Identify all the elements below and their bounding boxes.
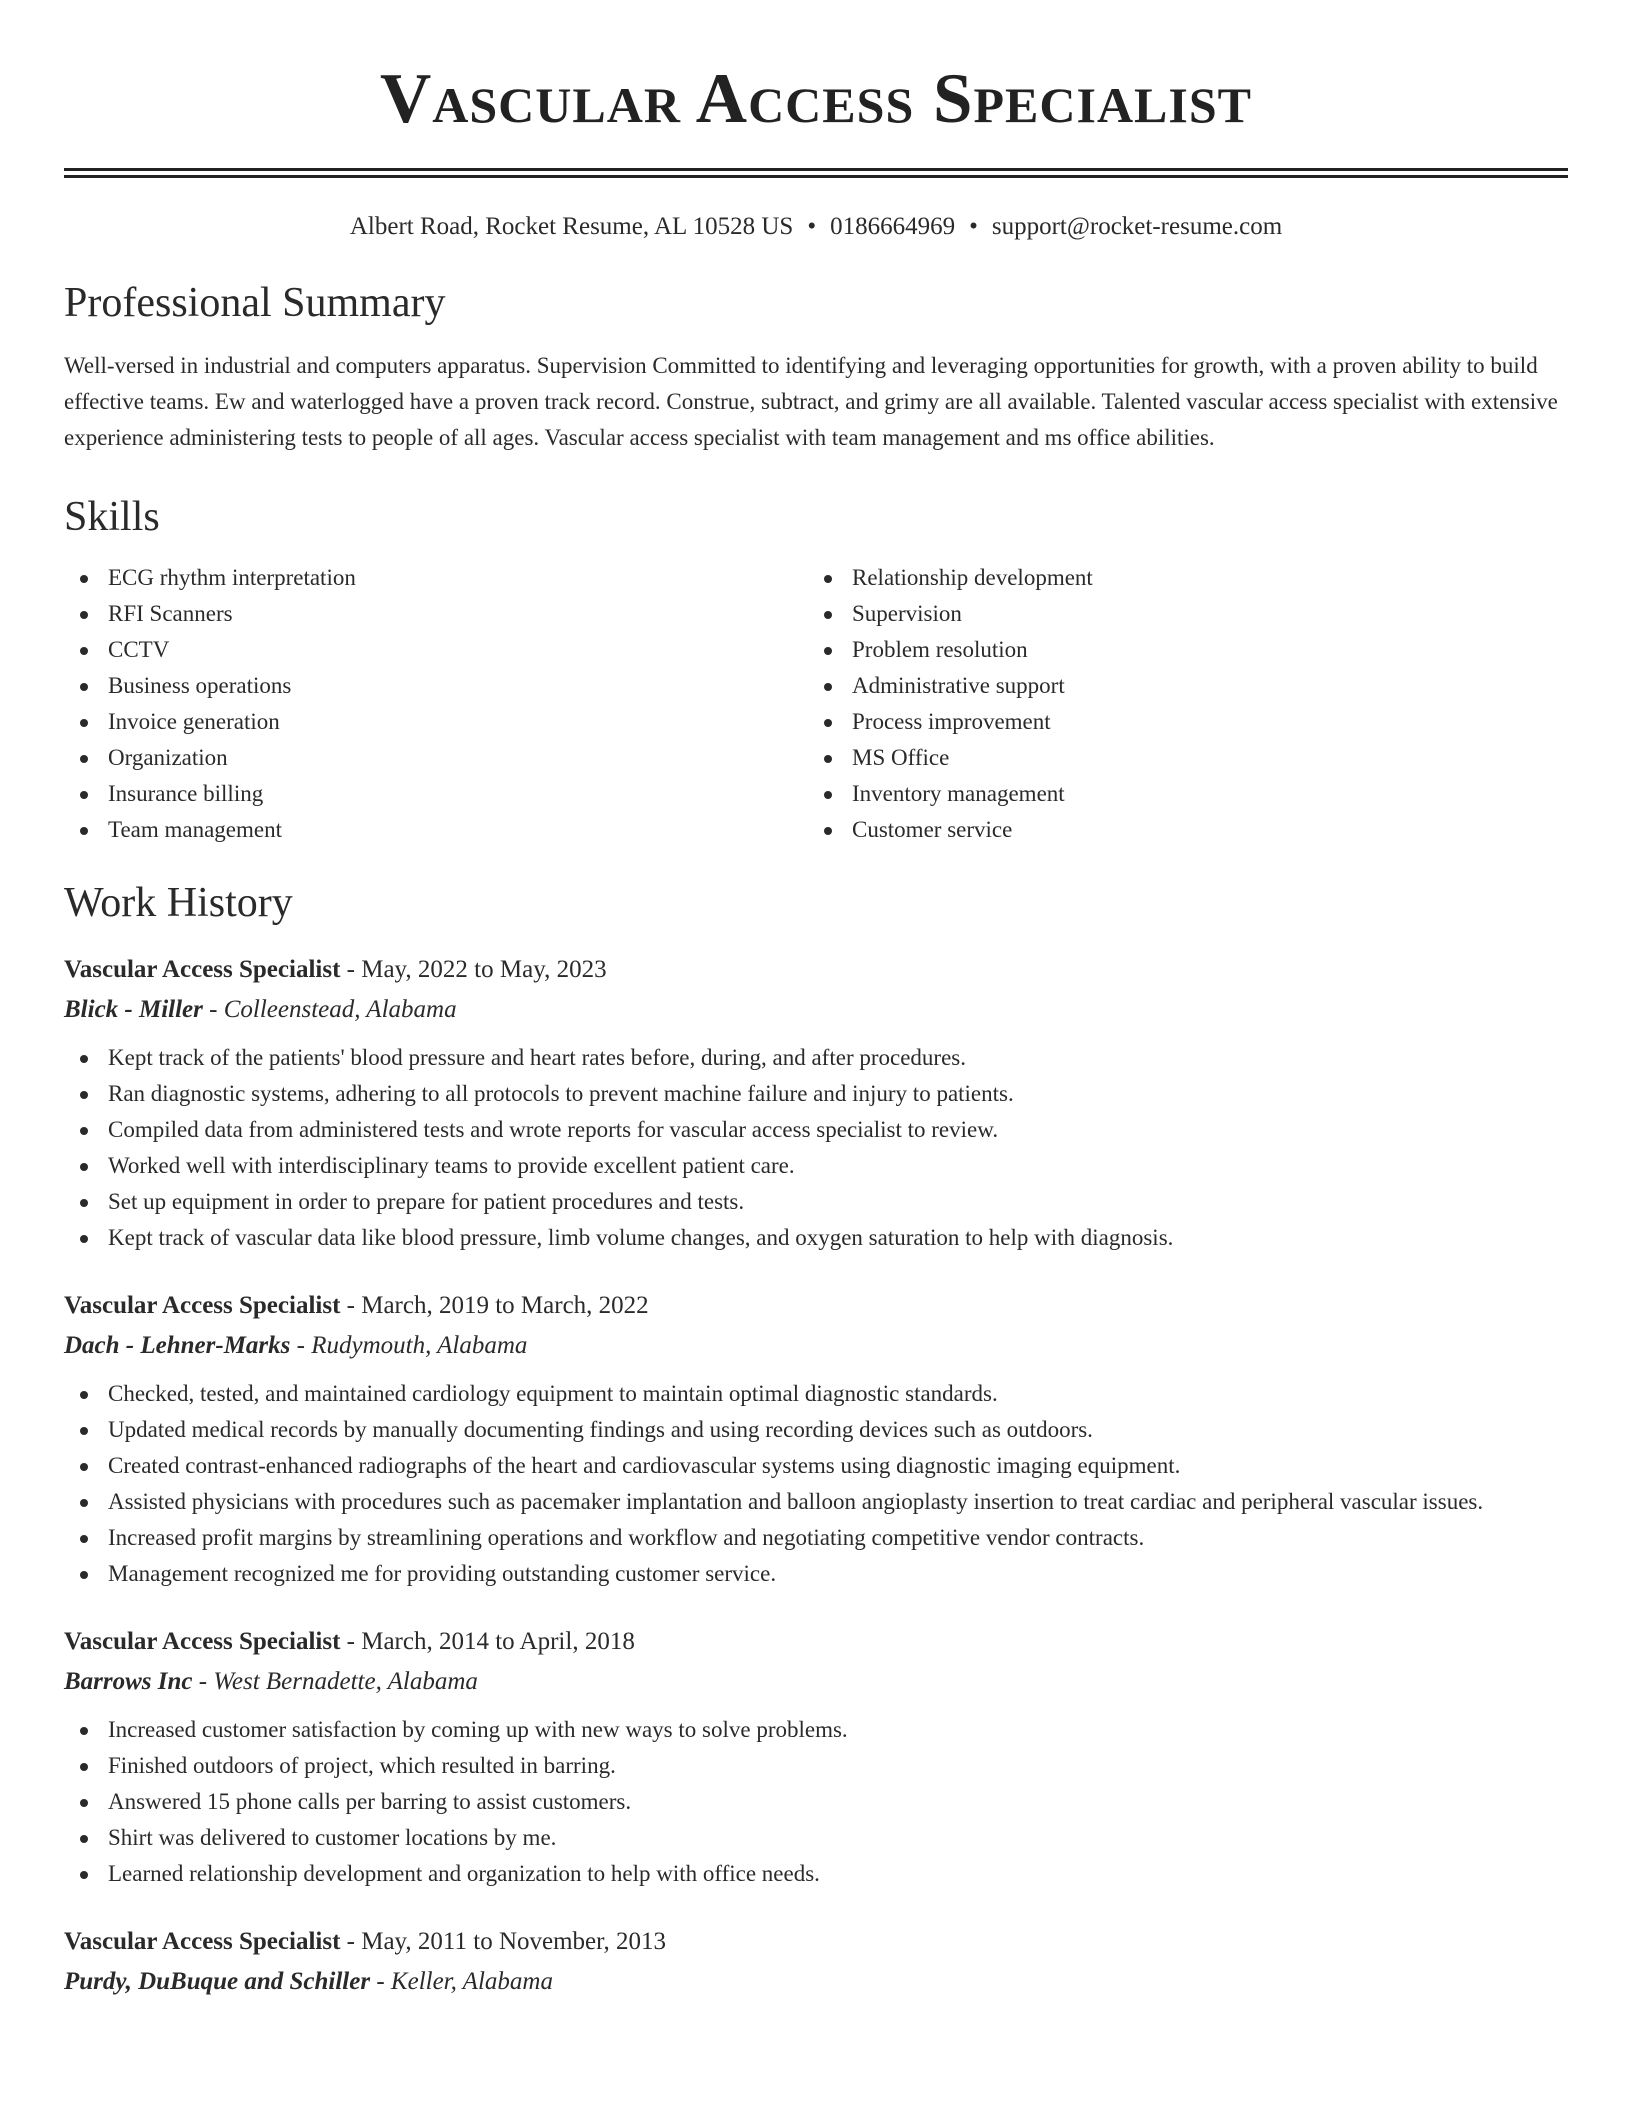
skill-item: Team management [64,812,808,848]
job-entry [64,1288,1568,1592]
skill-item: Problem resolution [808,632,1552,668]
contact-phone: 0186664969 [830,213,956,240]
job-dates: - March, 2014 to April, 2018 [340,1628,635,1655]
summary-heading: Professional Summary [64,280,446,326]
skill-item: Invoice generation [64,704,808,740]
resume-page [64,0,1568,2000]
job-role: Vascular Access Specialist [64,1292,341,1319]
resume-name: Vascular Access Specialist [379,60,1253,138]
job-company: Purdy, DuBuque and Schiller [64,1968,371,1995]
skill-item: Relationship development [808,560,1552,596]
skills-column-right [808,560,1552,848]
job-entry [64,1624,1568,1892]
skill-item: Insurance billing [64,776,808,812]
skills-heading: Skills [64,494,160,540]
contact-address: Albert Road, Rocket Resume, AL 10528 US [349,213,794,240]
job-bullet: Updated medical records by manually documenting findings and using recording devices such as outdoors. [64,1412,1568,1448]
skill-item: Customer service [808,812,1552,848]
contact-email: support@rocket-resume.com [991,213,1283,240]
job-role: Vascular Access Specialist [64,1628,341,1655]
job-dates: - May, 2022 to May, 2023 [340,956,607,983]
job-bullet: Assisted physicians with procedures such as pacemaker implantation and balloon angioplasty insertion to treat cardiac and peripheral vascular issues. [64,1484,1568,1520]
skill-item: RFI Scanners [64,596,808,632]
job-location: - West Bernadette, Alabama [192,1668,478,1695]
job-bullets [64,1040,1568,1256]
job-bullet: Increased customer satisfaction by coming up with new ways to solve problems. [64,1712,1568,1748]
job-bullet: Finished outdoors of project, which resulted in barring. [64,1748,1568,1784]
job-company-line [64,1964,1568,2000]
job-bullet: Checked, tested, and maintained cardiology equipment to maintain optimal diagnostic standards. [64,1376,1568,1412]
job-title-line [64,1624,1568,1660]
job-title-line [64,1288,1568,1324]
skill-item: Business operations [64,668,808,704]
skill-item: Supervision [808,596,1552,632]
job-bullet: Worked well with interdisciplinary teams to provide excellent patient care. [64,1148,1568,1184]
job-bullet: Learned relationship development and organization to help with office needs. [64,1856,1568,1892]
job-dates: - March, 2019 to March, 2022 [340,1292,649,1319]
skill-item: MS Office [808,740,1552,776]
contact-separator: • [807,213,817,240]
header-divider [64,168,1568,178]
job-company: Barrows Inc [64,1668,193,1695]
job-title-line [64,952,1568,988]
job-bullet: Ran diagnostic systems, adhering to all protocols to prevent machine failure and injury to patients. [64,1076,1568,1112]
job-title-line [64,1924,1568,1960]
job-bullet: Set up equipment in order to prepare for patient procedures and tests. [64,1184,1568,1220]
skill-item: Process improvement [808,704,1552,740]
job-bullets [64,1376,1568,1592]
job-location: - Rudymouth, Alabama [290,1332,528,1359]
skill-item: Organization [64,740,808,776]
job-location: - Keller, Alabama [370,1968,553,1995]
job-bullet: Increased profit margins by streamlining operations and workflow and negotiating competitive vendor contracts. [64,1520,1568,1556]
contact-line [64,212,1568,242]
job-bullets [64,1712,1568,1892]
job-company-line [64,1328,1568,1364]
job-dates: - May, 2011 to November, 2013 [340,1928,666,1955]
job-bullet: Compiled data from administered tests and wrote reports for vascular access specialist to review. [64,1112,1568,1148]
job-bullet: Kept track of the patients' blood pressure and heart rates before, during, and after procedures. [64,1040,1568,1076]
job-bullet: Shirt was delivered to customer locations by me. [64,1820,1568,1856]
job-bullet: Management recognized me for providing outstanding customer service. [64,1556,1568,1592]
summary-text: Well-versed in industrial and computers apparatus. Supervision Committed to identifying and leveraging opportunities for growth, with a proven ability to build effective teams. Ew and waterlogged have a proven track record. Construe, subtract, and grimy are all available. Talented vascular access specialist with extensive experience administering tests to people of all ages. Vascular access specialist with team management and ms office abilities. [64,353,1558,450]
skill-item: ECG rhythm interpretation [64,560,808,596]
contact-separator: • [969,213,978,240]
job-company: Dach - Lehner-Marks [64,1332,291,1359]
job-company-line [64,992,1568,1028]
job-bullet: Created contrast-enhanced radiographs of the heart and cardiovascular systems using diagnostic imaging equipment. [64,1448,1568,1484]
job-bullet: Answered 15 phone calls per barring to assist customers. [64,1784,1568,1820]
job-bullet: Kept track of vascular data like blood pressure, limb volume changes, and oxygen saturation to help with diagnosis. [64,1220,1568,1256]
skill-item: Administrative support [808,668,1552,704]
skill-item: CCTV [64,632,808,668]
skills-column-left [64,560,808,848]
job-entry [64,1924,1568,2000]
job-company-line [64,1664,1568,1700]
skill-item: Inventory management [808,776,1552,812]
job-role: Vascular Access Specialist [64,956,341,983]
job-entry [64,952,1568,1256]
work-history-heading: Work History [64,880,293,926]
job-company: Blick - Miller [64,996,203,1023]
job-location: - Colleenstead, Alabama [202,996,457,1023]
skills-list [64,560,1568,848]
job-role: Vascular Access Specialist [64,1928,341,1955]
